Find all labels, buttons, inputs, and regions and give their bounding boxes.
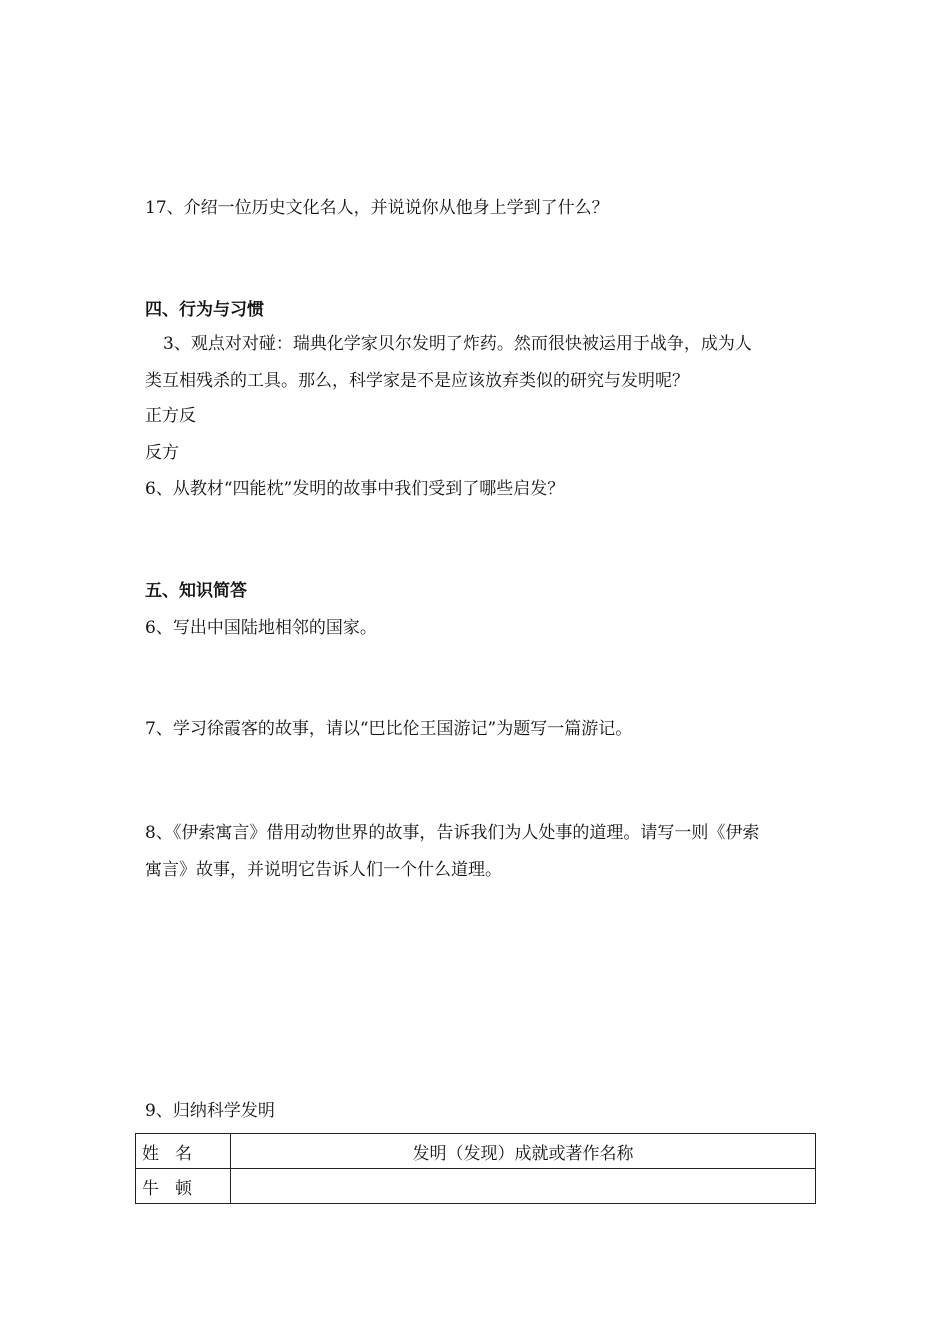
pro-side-label: 正方反 <box>145 406 196 426</box>
question-5-8-line-2: 寓言》故事，并说明它告诉人们一个什么道理。 <box>145 860 502 880</box>
table-cell-achievement[interactable] <box>231 1169 816 1204</box>
question-5-9: 9、归纳科学发明 <box>145 1101 275 1121</box>
table-header-row <box>136 1134 816 1169</box>
table-cell-name: 牛顿 <box>136 1169 231 1204</box>
question-17: 17、介绍一位历史文化名人，并说说你从他身上学到了什么？ <box>145 198 609 218</box>
column-header-achievement: 发明（发现）成就或著作名称 <box>231 1134 816 1169</box>
section-5-heading: 五、知识简答 <box>145 581 247 601</box>
question-5-6: 6、写出中国陆地相邻的国家。 <box>145 618 377 638</box>
question-5-7: 7、学习徐霞客的故事，请以“巴比伦王国游记”为题写一篇游记。 <box>145 719 633 739</box>
column-header-name: 姓名 <box>136 1134 231 1169</box>
question-4-3-line-2: 类互相残杀的工具。那么，科学家是不是应该放弃类似的研究与发明呢？ <box>145 371 689 391</box>
question-5-8-line-1: 8、《伊索寓言》借用动物世界的故事，告诉我们为人处事的道理。请写一则《伊索 <box>145 823 760 843</box>
question-4-6: 6、从教材“四能枕”发明的故事中我们受到了哪些启发？ <box>145 479 565 499</box>
inventions-table <box>135 1133 816 1204</box>
table-row <box>136 1169 816 1204</box>
section-4-heading: 四、行为与习惯 <box>145 300 264 320</box>
question-4-3-line-1: 3、观点对对碰：瑞典化学家贝尔发明了炸药。然而很快被运用于战争，成为人 <box>163 334 752 354</box>
con-side-label: 反方 <box>145 443 179 463</box>
